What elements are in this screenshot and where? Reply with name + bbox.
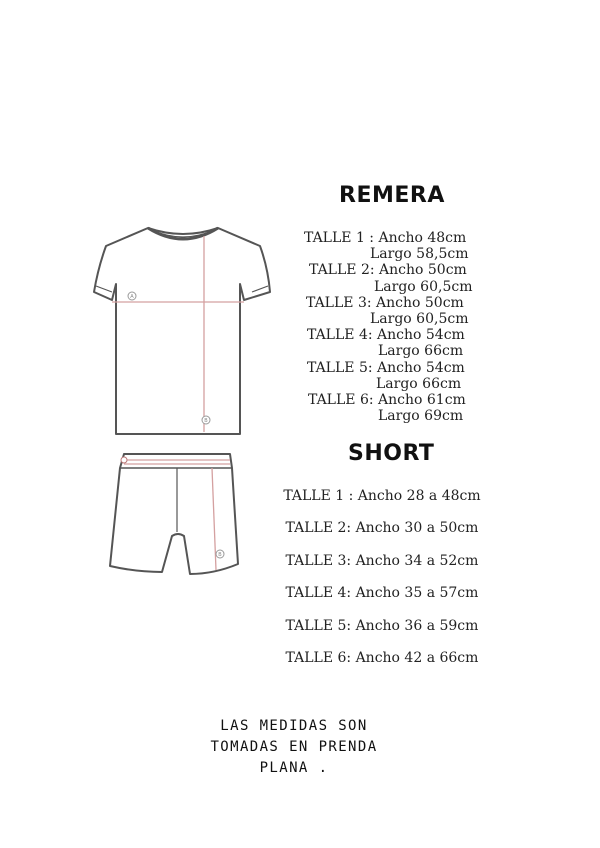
note-line-3: PLANA .: [259, 760, 329, 776]
remera-largo: Largo 58,5cm: [370, 246, 469, 263]
measure-label-a: A: [130, 294, 134, 300]
short-size-4: TALLE 4: Ancho 35 a 57cm: [285, 585, 479, 602]
short-size-2: TALLE 2: Ancho 30 a 50cm: [285, 520, 479, 537]
short-size-5: TALLE 5: Ancho 36 a 59cm: [285, 617, 479, 634]
remera-largo: Largo 69cm: [378, 408, 464, 425]
remera-largo: Largo 66cm: [378, 343, 464, 360]
remera-ancho: TALLE 3: Ancho 50cm: [306, 294, 464, 311]
remera-size-6: [296, 392, 486, 424]
short-size-list: [272, 487, 492, 681]
shorts-illustration: [106, 450, 252, 582]
remera-heading: REMERA: [339, 183, 445, 208]
remera-size-4: [296, 327, 486, 359]
remera-size-2: [296, 262, 486, 294]
remera-size-5: [296, 360, 486, 392]
measure-label-short: B: [218, 552, 222, 558]
note-line-1: LAS MEDIDAS SON: [220, 718, 368, 734]
remera-largo: Largo 66cm: [376, 375, 462, 392]
short-heading: SHORT: [348, 441, 435, 466]
remera-ancho: TALLE 4: Ancho 54cm: [307, 327, 465, 344]
remera-largo: Largo 60,5cm: [370, 311, 469, 328]
remera-ancho: TALLE 1 : Ancho 48cm: [304, 230, 467, 246]
remera-ancho: TALLE 2: Ancho 50cm: [309, 262, 467, 279]
remera-size-list: [296, 230, 486, 424]
remera-largo: Largo 60,5cm: [374, 278, 473, 295]
remera-size-1: [296, 230, 486, 262]
measurement-note: [180, 716, 408, 779]
measure-label-b: B: [204, 418, 208, 424]
tshirt-illustration: [92, 222, 274, 440]
remera-ancho: TALLE 6: Ancho 61cm: [308, 392, 466, 409]
short-size-1: TALLE 1 : Ancho 28 a 48cm: [283, 488, 481, 504]
short-size-6: TALLE 6: Ancho 42 a 66cm: [285, 649, 479, 666]
short-size-3: TALLE 3: Ancho 34 a 52cm: [285, 552, 479, 569]
remera-ancho: TALLE 5: Ancho 54cm: [307, 359, 465, 376]
remera-size-3: [296, 295, 486, 327]
note-line-2: TOMADAS EN PRENDA: [210, 739, 378, 755]
